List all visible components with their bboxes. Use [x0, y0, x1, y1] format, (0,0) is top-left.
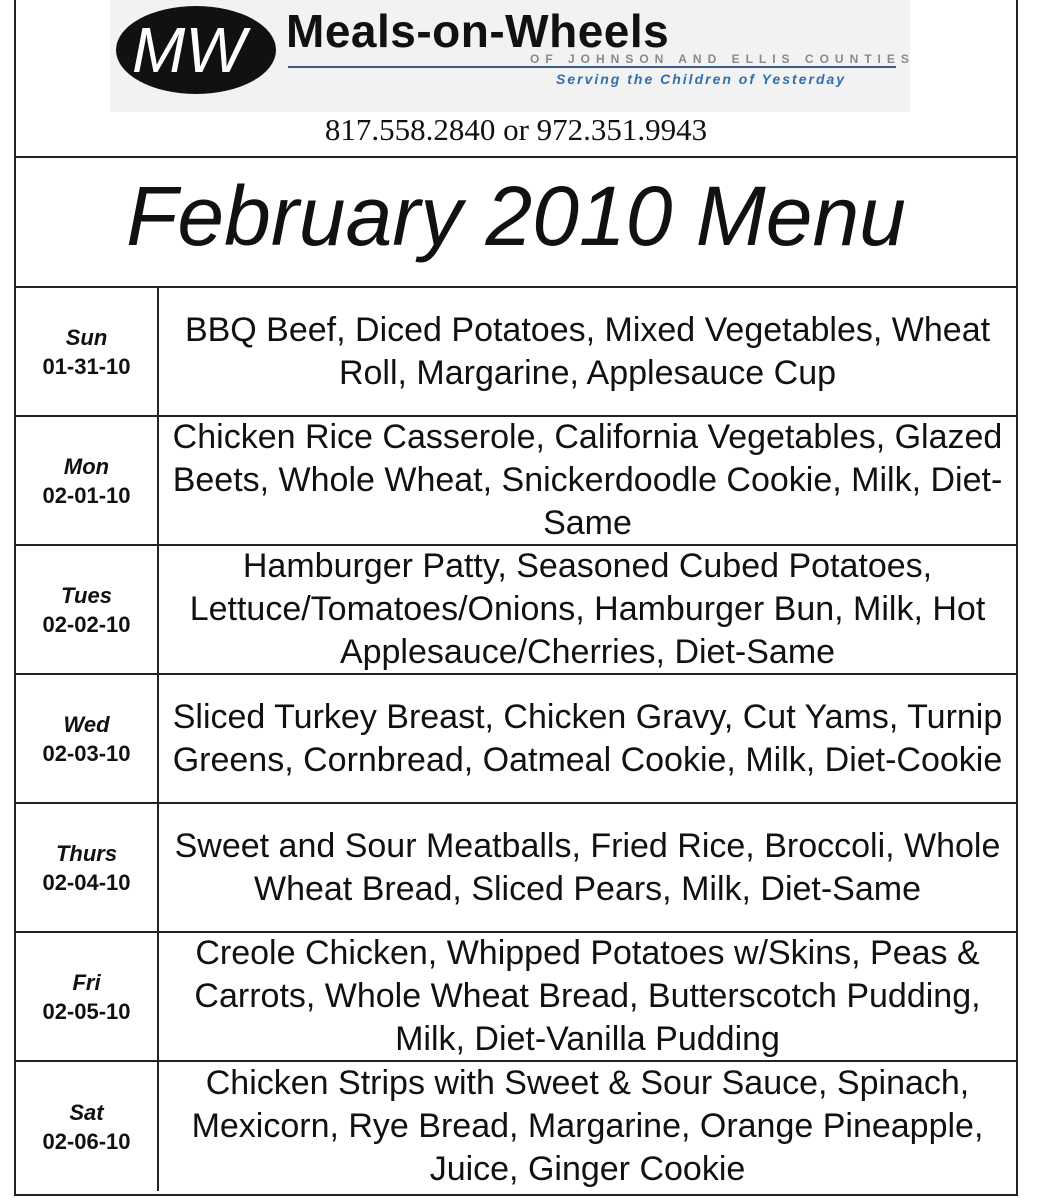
day-cell	[16, 675, 159, 802]
day-label: Mon	[63, 453, 110, 479]
menu-row	[16, 288, 1016, 417]
header	[16, 0, 1016, 158]
day-cell	[16, 546, 159, 673]
meal-text: Chicken Rice Casserole, California Vegetables, Glazed Beets, Whole Wheat, Snickerdoodle Cookie, Milk, Diet-Same	[172, 418, 1003, 542]
meal-text: Hamburger Patty, Seasoned Cubed Potatoes, Lettuce/Tomatoes/Onions, Hamburger Bun, Milk, Hot Applesauce/Cherries, Diet-Same	[189, 547, 986, 671]
meals-on-wheels-logo	[110, 0, 915, 112]
meal-text: BBQ Beef, Diced Potatoes, Mixed Vegetables, Wheat Roll, Margarine, Applesauce Cup	[184, 310, 991, 392]
date-label: 02-02-10	[42, 611, 131, 637]
meal-text: Sweet and Sour Meatballs, Fried Rice, Broccoli, Whole Wheat Bread, Sliced Pears, Milk, Diet-Same	[174, 826, 1001, 908]
meal-cell	[159, 288, 1016, 415]
meal-cell	[159, 804, 1016, 931]
menu-row	[16, 1062, 1016, 1191]
title-row	[16, 158, 1016, 288]
meal-text: Chicken Strips with Sweet & Sour Sauce, Spinach, Mexicorn, Rye Bread, Margarine, Orange Pineapple, Juice, Ginger Cookie	[191, 1064, 984, 1188]
mw-logo-icon	[110, 0, 290, 112]
logo-mark: MW	[132, 14, 246, 86]
day-cell	[16, 1062, 159, 1191]
menu-row	[16, 933, 1016, 1062]
meal-text: Creole Chicken, Whipped Potatoes w/Skins, Peas & Carrots, Whole Wheat Bread, Butterscotch Pudding, Milk, Diet-Vanilla Pudding	[194, 934, 981, 1058]
menu-sheet	[14, 0, 1018, 1196]
date-label: 01-31-10	[42, 353, 131, 379]
logo-subtitle: OF JOHNSON AND ELLIS COUNTIES	[530, 52, 915, 66]
menu-row	[16, 804, 1016, 933]
date-label: 02-01-10	[42, 482, 131, 508]
day-label: Sun	[65, 324, 108, 350]
date-label: 02-03-10	[42, 740, 131, 766]
menu-row	[16, 546, 1016, 675]
day-label: Tues	[61, 582, 112, 608]
meal-cell	[159, 933, 1016, 1060]
menu-row	[16, 417, 1016, 546]
logo-name: Meals-on-Wheels	[286, 5, 670, 57]
menu-row	[16, 675, 1016, 804]
meal-cell	[159, 675, 1016, 802]
date-label: 02-06-10	[42, 1128, 131, 1154]
date-label: 02-05-10	[42, 998, 131, 1024]
meal-cell	[159, 546, 1016, 673]
logo-tagline: Serving the Children of Yesterday	[556, 71, 847, 87]
meal-cell	[159, 1062, 1016, 1191]
day-cell	[16, 933, 159, 1060]
page-title: February 2010 Menu	[126, 169, 906, 263]
phone-numbers: 817.558.2840 or 972.351.9943	[324, 112, 708, 147]
day-label: Fri	[72, 969, 101, 995]
day-cell	[16, 804, 159, 931]
day-cell	[16, 288, 159, 415]
day-label: Sat	[69, 1099, 104, 1125]
date-label: 02-04-10	[42, 869, 131, 895]
day-cell	[16, 417, 159, 544]
day-label: Thurs	[55, 840, 118, 866]
menu-table	[16, 288, 1016, 1191]
logo-divider	[288, 66, 896, 68]
meal-text: Sliced Turkey Breast, Chicken Gravy, Cut Yams, Turnip Greens, Cornbread, Oatmeal Cookie, Milk, Diet-Cookie	[172, 697, 1003, 779]
meal-cell	[159, 417, 1016, 544]
day-label: Wed	[63, 711, 110, 737]
